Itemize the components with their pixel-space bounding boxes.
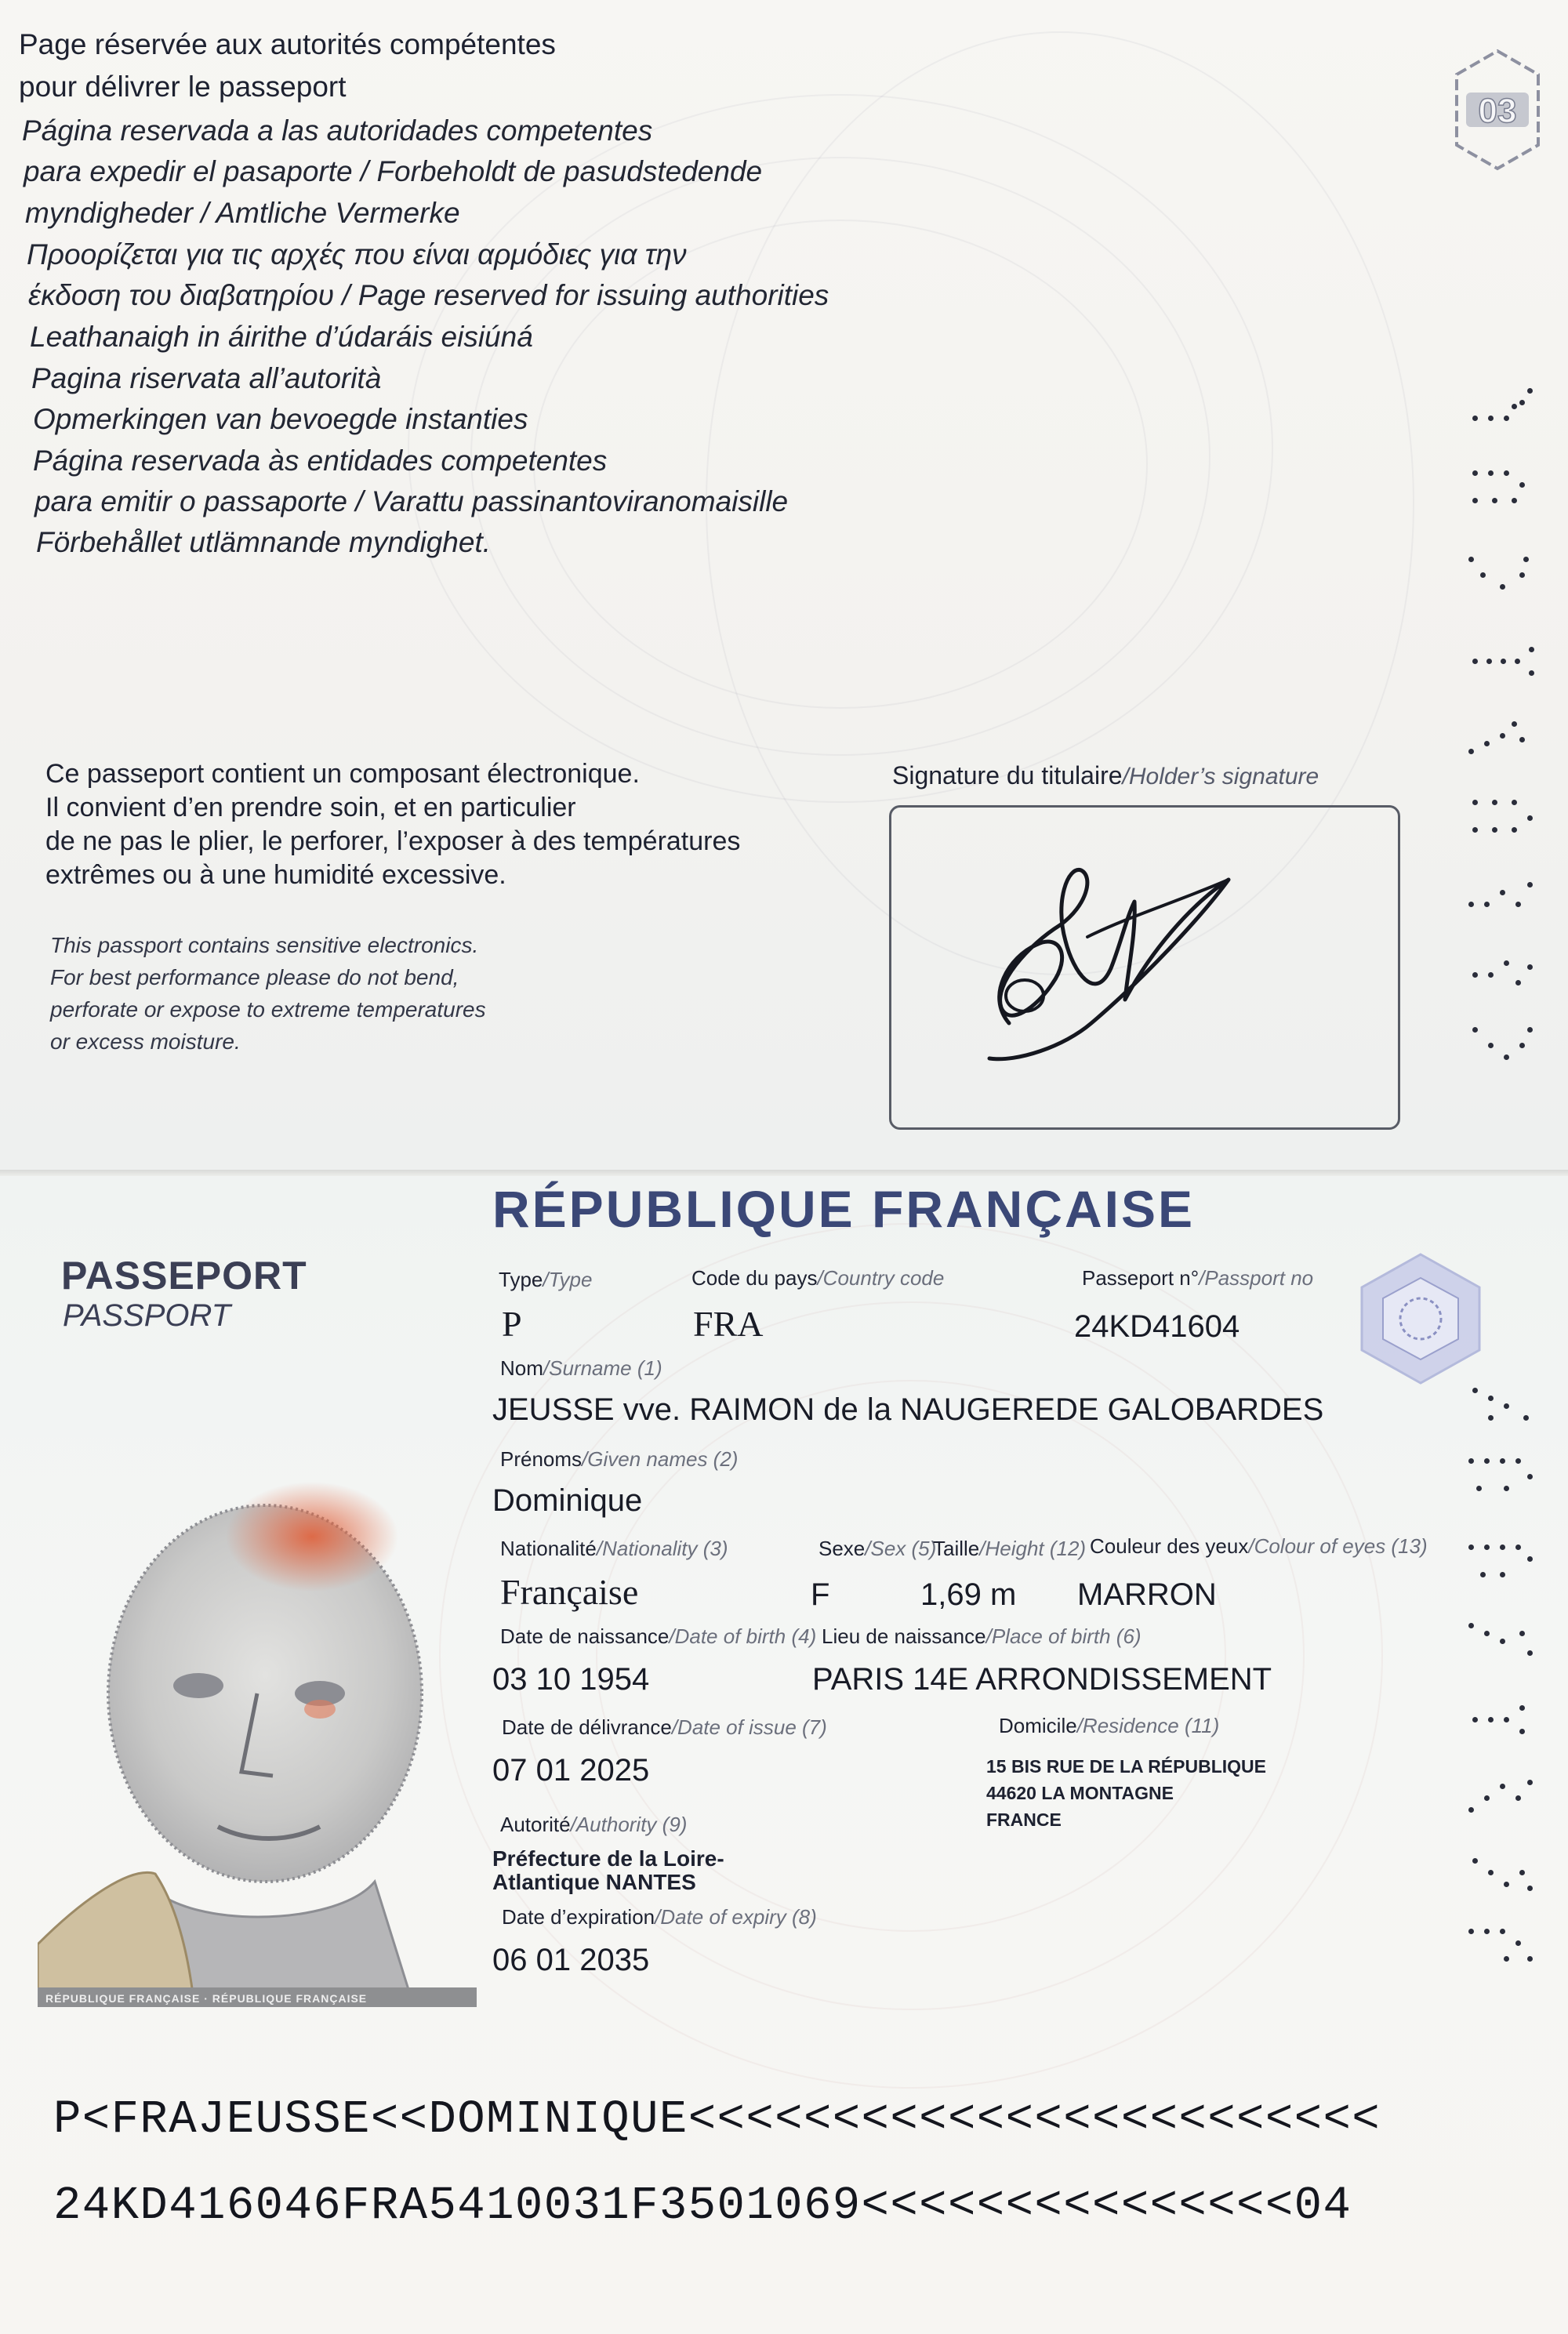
- surname-value: JEUSSE vve. RAIMON de la NAUGEREDE GALOBARDES: [492, 1392, 1324, 1427]
- holder-photo: [38, 1458, 477, 2007]
- nationality-label: Nationalité/Nationality (3): [500, 1537, 728, 1560]
- photo-ribbon-text: RÉPUBLIQUE FRANÇAISE · RÉPUBLIQUE FRANÇAISE: [45, 1992, 368, 2005]
- perforation-mark: [1457, 949, 1543, 1004]
- perforation-mark: [1457, 1850, 1543, 1905]
- residence-value: [986, 1753, 1266, 1833]
- perforation-mark: [1457, 1450, 1543, 1505]
- signature-caption: [892, 761, 1319, 790]
- perforation-mark: [1457, 549, 1543, 604]
- care-notice-en-1: This passport contains sensitive electronics.: [50, 933, 479, 957]
- perforation-mark: [1457, 1380, 1543, 1435]
- residence-label: Domicile/Residence (11): [999, 1714, 1220, 1737]
- doc-title: PASSEPORT: [61, 1254, 307, 1298]
- care-notice-en-2: For best performance please do not bend,: [50, 965, 459, 989]
- country-title: RÉPUBLIQUE FRANÇAISE: [492, 1180, 1196, 1238]
- eye-colour-value: MARRON: [1077, 1577, 1217, 1612]
- signature-label: Signature du titulaire: [892, 761, 1123, 789]
- height-label: Taille/Height (12): [933, 1537, 1087, 1560]
- authority-line-13: Förbehållet utlämnande myndighet.: [36, 526, 492, 558]
- mrz-line-1: P<FRAJEUSSE<<DOMINIQUE<<<<<<<<<<<<<<<<<<<<<<<<: [53, 2093, 1381, 2146]
- authority-line-1: Page réservée aux autorités compétentes: [19, 28, 556, 60]
- perforation-mark: [1457, 1772, 1543, 1827]
- perforation-mark: [1457, 1921, 1543, 1976]
- issue-date-value: 07 01 2025: [492, 1753, 650, 1788]
- birth-place-label: Lieu de naissance/Place of birth (6): [822, 1624, 1142, 1648]
- residence-line-3: FRANCE: [986, 1809, 1062, 1830]
- perforation-mark: [1457, 1615, 1543, 1670]
- perforation-mark: [1457, 1019, 1543, 1074]
- authority-line-8: Leathanaigh in áirithe d’údaráis eisiúná: [30, 321, 533, 353]
- country-code-label: Code du pays/Country code: [691, 1266, 945, 1290]
- nationality-value: Française: [500, 1572, 639, 1612]
- care-notice-fr-4: extrêmes ou à une humidité excessive.: [45, 860, 506, 890]
- expiry-date-value: 06 01 2035: [492, 1943, 650, 1977]
- signature-label-en: /Holder’s signature: [1122, 764, 1319, 789]
- expiry-date-label: Date d’expiration/Date of expiry (8): [502, 1905, 817, 1929]
- authority-line-6: Προορίζεται για τις αρχές που είναι αρμόδιες για την: [27, 238, 687, 270]
- mrz-line-2: 24KD416046FRA5410031F3501069<<<<<<<<<<<<<<<04: [53, 2180, 1352, 2232]
- passport-no-value: 24KD41604: [1074, 1309, 1240, 1344]
- authority-line-5: myndigheder / Amtliche Vermerke: [25, 197, 460, 229]
- page-number-badge: [1450, 47, 1544, 172]
- birth-date-value: 03 10 1954: [492, 1662, 650, 1697]
- issue-date-label: Date de délivrance/Date of issue (7): [502, 1715, 827, 1739]
- authority-line-10: Opmerkingen van bevoegde instanties: [33, 403, 528, 435]
- authority-line-7: έκδοση του διαβατηρίου / Page reserved for issuing authorities: [28, 279, 829, 311]
- signature-box: [889, 805, 1400, 1130]
- authority-line-4: para expedir el pasaporte / Forbeholdt de pasudstedende: [24, 155, 763, 187]
- authority-line-b: Atlantique NANTES: [492, 1870, 696, 1894]
- page-number: 03: [1478, 92, 1517, 130]
- authority-label: Autorité/Authority (9): [500, 1813, 688, 1836]
- surname-label: Nom/Surname (1): [500, 1356, 662, 1380]
- type-value: P: [502, 1304, 522, 1344]
- eye-colour-label: Couleur des yeux/Colour of eyes (13): [1090, 1534, 1428, 1558]
- perforation-mark: [1457, 1537, 1543, 1592]
- perforation-mark: [1457, 384, 1543, 439]
- authority-line-3: Página reservada a las autoridades competentes: [22, 114, 653, 147]
- perforation-mark: [1457, 713, 1543, 768]
- given-names-label: Prénoms/Given names (2): [500, 1447, 739, 1471]
- care-notice-fr-3: de ne pas le plier, le perforer, l’exposer à des températures: [45, 826, 741, 856]
- sex-value: F: [811, 1577, 830, 1612]
- sex-label: Sexe/Sex (5): [818, 1537, 937, 1560]
- passport-no-label: Passeport n°/Passport no: [1082, 1266, 1314, 1290]
- type-label: Type/Type: [499, 1268, 593, 1291]
- doc-title-en: PASSPORT: [63, 1298, 231, 1333]
- perforation-mark: [1457, 463, 1543, 517]
- birth-place-value: PARIS 14E ARRONDISSEMENT: [812, 1662, 1272, 1697]
- residence-line-1: 15 BIS RUE DE LA RÉPUBLIQUE: [986, 1756, 1266, 1777]
- authority-line-9: Pagina riservata all’autorità: [31, 362, 382, 394]
- authority-line-a: Préfecture de la Loire-: [492, 1846, 724, 1871]
- perforation-mark: [1457, 870, 1543, 925]
- perforation-mark: [1457, 635, 1543, 690]
- birth-date-label: Date de naissance/Date of birth (4): [500, 1624, 817, 1648]
- residence-line-2: 44620 LA MONTAGNE: [986, 1783, 1174, 1803]
- authority-value: [492, 1847, 724, 1894]
- care-notice-en-4: or excess moisture.: [50, 1029, 241, 1054]
- given-names-value: Dominique: [492, 1483, 643, 1518]
- perforation-mark: [1457, 1693, 1543, 1748]
- care-notice-fr-1: Ce passeport contient un composant électronique.: [45, 759, 640, 789]
- authority-line-11: Página reservada às entidades competentes: [33, 445, 608, 477]
- authority-line-12: para emitir o passaporte / Varattu passinantoviranomaisille: [34, 485, 789, 517]
- care-notice-en-3: perforate or expose to extreme temperatures: [50, 997, 486, 1022]
- hologram-seal: [1350, 1248, 1491, 1389]
- authority-line-2: pour délivrer le passeport: [19, 71, 347, 103]
- holder-signature: [891, 808, 1398, 1127]
- height-value: 1,69 m: [920, 1577, 1017, 1612]
- perforation-mark: [1457, 792, 1543, 847]
- care-notice-fr-2: Il convient d’en prendre soin, et en particulier: [45, 793, 576, 822]
- country-code-value: FRA: [693, 1304, 764, 1344]
